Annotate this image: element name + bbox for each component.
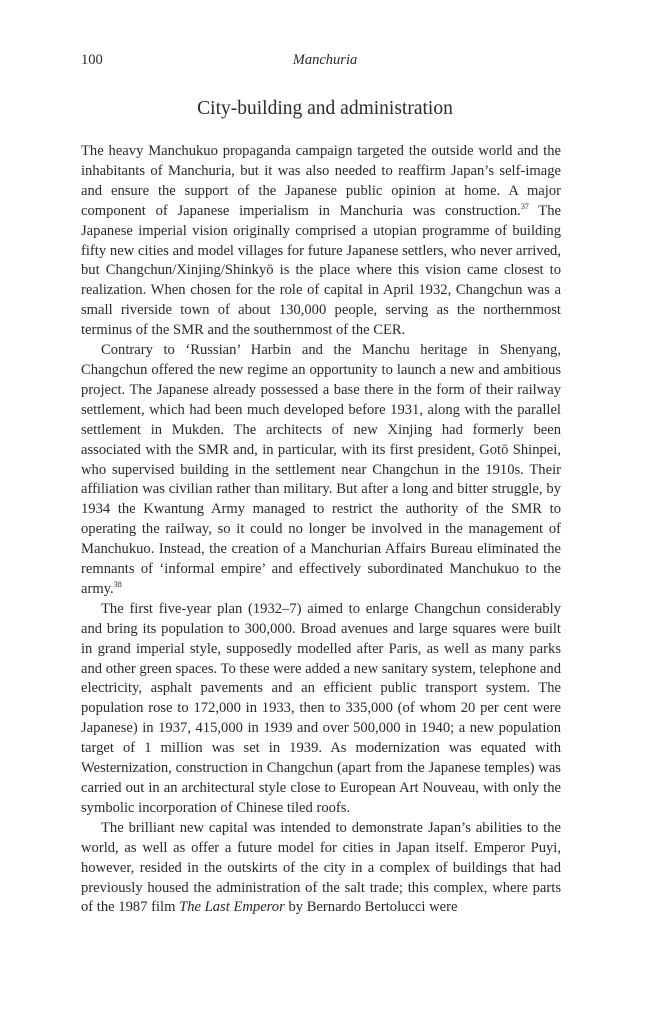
running-head: Manchuria — [292, 52, 358, 68]
paragraph-3-text: The first five-year plan (1932–7) aimed to enlarge Changchun considerably and bring its population to 300,000. Broad avenues and large squares were built in grand imperial style, supposedly modelled after Paris, as well as many parks and other green spaces. To these were added a new sanitary system, telephone and electricity, asphalt pavements and an efficient public transport system. The population rose to 172,000 in 1933, then to 335,000 (of whom 20 per cent were Japanese) in 1937, 415,000 in 1939 and over 500,000 in 1940; a new population target of 1 million was set in 1939. As modernization was equated with Westernization, construction in Changchun (apart from the Japanese temples) was carried out in an architectural style close to European Art Nouveau, with only the symbolic incorporation of Chinese tiled roofs. — [81, 600, 561, 816]
footnote-marker-38: 38 — [113, 579, 122, 589]
paragraph-1-text: The heavy Manchukuo propaganda campaign targeted the outside world and the inhabitants of Manchuria, but it was also needed to reaffirm Japan’s self-image and ensure the support of the Japanese public opinion at home. A major component of Japanese imperialism in Manchuria was construction. — [81, 143, 561, 219]
paragraph-1-text-continued: The Japanese imperial vision originally comprised a utopian programme of building fifty new cities and model villages for future Japanese settlers, who never arrived, but Changchun/Xinjing/Shinkyō is the place where this vision came closest to realization. When chosen for the role of capital in April 1932, Changchun was a small riverside town of about 130,000 people, serving as the northernmost terminus of the SMR and the southernmost of the CER. — [81, 202, 561, 339]
paragraph-4-text-continued: by Bernardo Bertolucci were — [288, 899, 458, 916]
paragraph-2 — [81, 341, 561, 600]
paragraph-4-text: The brilliant new capital was intended to demonstrate Japan’s abilities to the world, as well as offer a future model for cities in Japan itself. Emperor Puyi, however, resided in the outskirts of the city in a complex of buildings that had previously housed the administration of the salt trade; this complex, where parts of the 1987 film — [81, 819, 561, 916]
paragraph-4 — [81, 819, 561, 919]
film-title: The Last Emperor — [179, 899, 285, 916]
page-number: 100 — [81, 52, 103, 68]
paragraph-2-text: Contrary to ‘Russian’ Harbin and the Manchu heritage in Shenyang, Changchun offered the new regime an opportunity to launch a new and ambitious project. The Japanese already possessed a base there in the form of their railway settlement, which had been much developed before 1931, along with the parallel settlement in Mukden. The architects of new Xinjing had formerly been associated with the SMR and, in particular, with its first president, Gotō Shinpei, who supervised building in the settlement near Changchun in the 1910s. Their affiliation was civilian rather than military. But after a long and bitter struggle, by 1934 the Kwantung Army managed to restrict the authority of the SMR to operating the railway, so it could no longer be involved in the management of Manchukuo. Instead, the creation of a Manchurian Affairs Bureau eliminated the remnants of ‘informal empire’ and effectively subordinated Manchukuo to the army. — [81, 342, 561, 597]
body-text — [81, 142, 561, 918]
footnote-marker-37: 37 — [520, 201, 529, 211]
paragraph-3 — [81, 600, 561, 819]
paragraph-1 — [81, 142, 561, 341]
section-title: City-building and administration — [197, 98, 453, 119]
